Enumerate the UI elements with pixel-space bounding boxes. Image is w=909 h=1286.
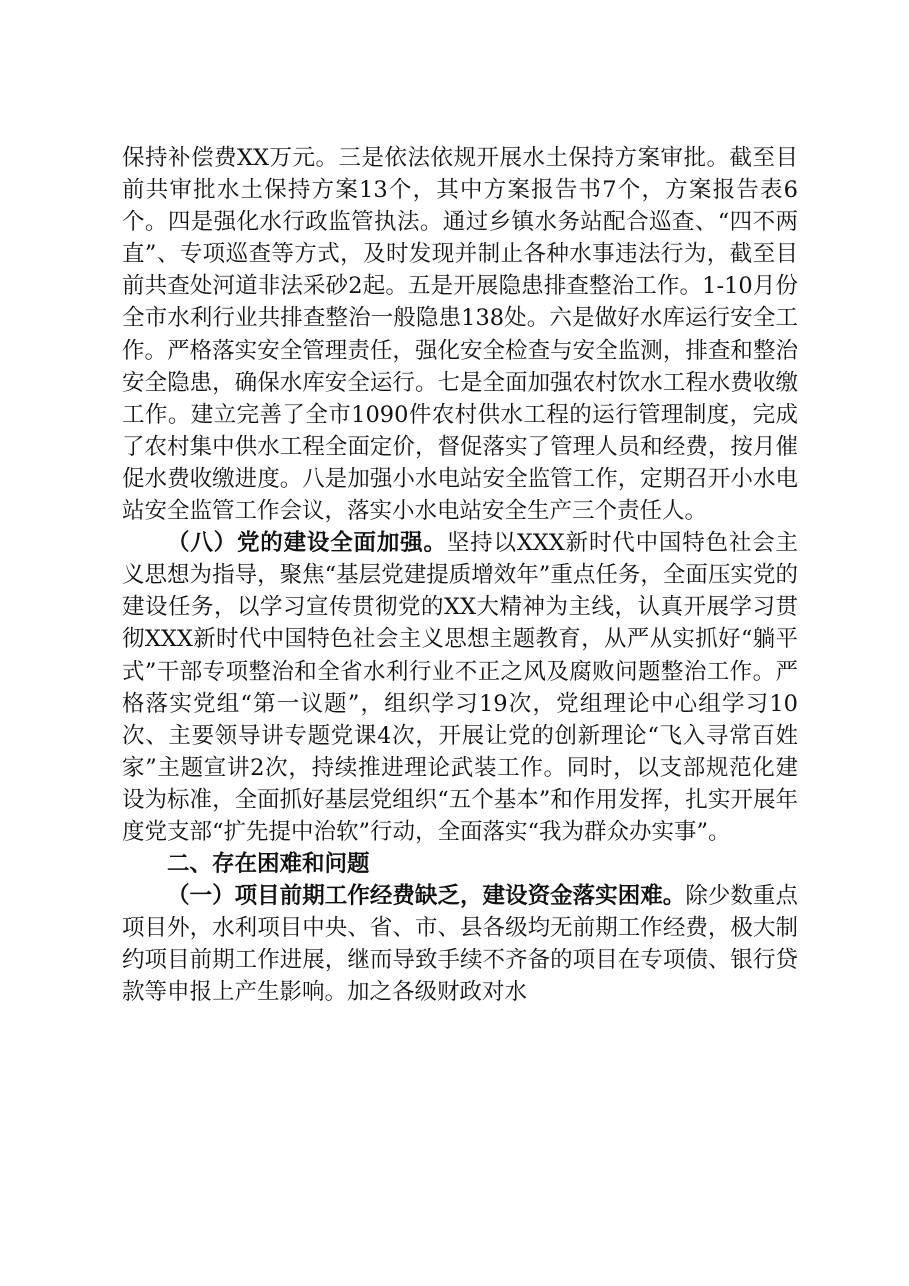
document-page [122, 142, 798, 1009]
paragraph-party-building [122, 527, 798, 848]
paragraph-lead: （八）党的建设全面加强。 [167, 530, 447, 557]
paragraph-lead: （一）项目前期工作经费缺乏，建设资金落实困难。 [167, 883, 686, 910]
paragraph-water-soil-conservation [122, 142, 798, 527]
paragraph-text: 保持补偿费XX万元。三是依法依规开展水土保持方案审批。截至目前共审批水土保持方案13个，其中方案报告书7个，方案报告表6个。四是强化水行政监管执法。通过乡镇水务站配合巡查、“四不两直”、专项巡查等方式，及时发现并制止各种水事违法行为，截至目前共查处河道非法采砂2起。五是开展隐患排查整治工作。1-10月份全市水利行业共排查整治一般隐患138处。六是做好水库运行安全工作。严格落实安全管理责任，强化安全检查与安全监测，排查和整治安全隐患，确保水库安全运行。七是全面加强农村饮水工程水费收缴工作。建立完善了全市1090件农村供水工程的运行管理制度，完成了农村集中供水工程全面定价，督促落实了管理人员和经费，按月催促水费收缴进度。八是加强小水电站安全监管工作，定期召开小水电站安全监管工作会议，落实小水电站安全生产三个责任人。 [122, 145, 798, 525]
paragraph-text: 除少数重点项目外，水利项目中央、省、市、县各级均无前期工作经费，极大制约项目前期工作进展，继而导致手续不齐备的项目在专项债、银行贷款等申报上产生影响。加之各级财政对水 [122, 883, 798, 1006]
paragraph-text: 坚持以XXX新时代中国特色社会主义思想为指导，聚焦“基层党建提质增效年”重点任务，全面压实党的建设任务，以学习宣传贯彻党的XX大精神为主线，认真开展学习贯彻XXX新时代中国特色社会主义思想主题教育，从严从实抓好“躺平式”干部专项整治和全省水利行业不正之风及腐败问题整治工作。严格落实党组“第一议题”，组织学习19次，党组理论中心组学习10次、主要领导讲专题党课4次，开展让党的创新理论“飞入寻常百姓家”主题宣讲2次，持续推进理论武装工作。同时，以支部规范化建设为标准，全面抓好基层党组织“五个基本”和作用发挥，扎实开展年度党支部“扩先提中治软”行动，全面落实“我为群众办实事”。 [122, 530, 798, 845]
section-heading: 二、存在困难和问题 [167, 851, 370, 878]
paragraph-project-funding [122, 880, 798, 1008]
